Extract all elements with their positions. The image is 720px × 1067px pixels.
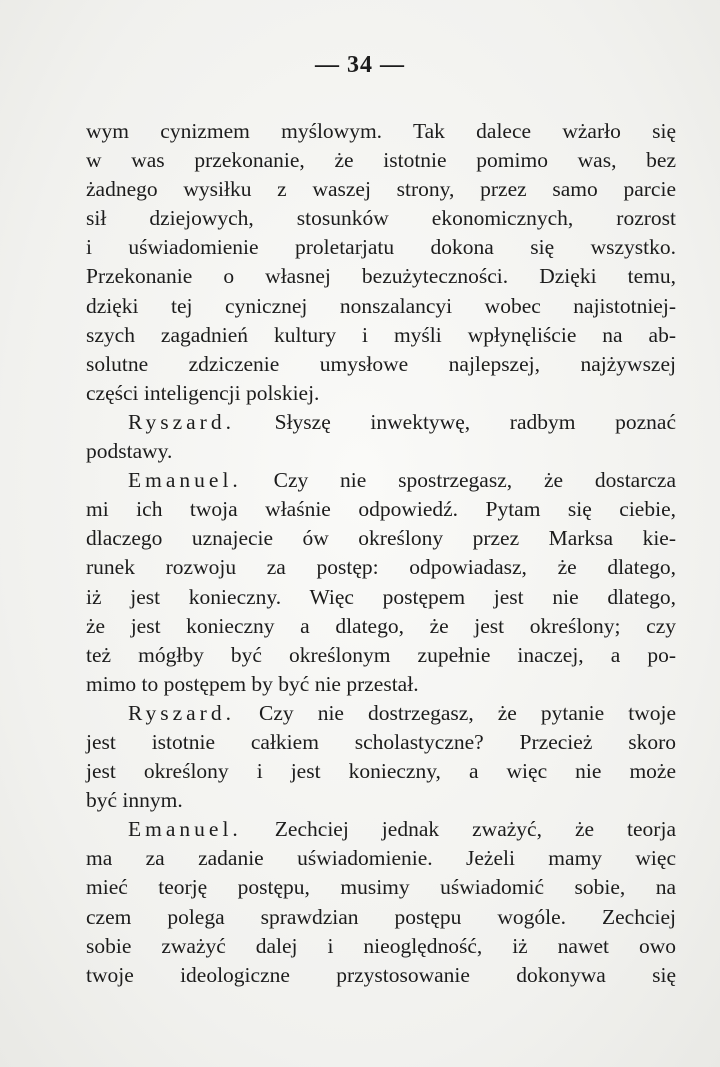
text-line: szych zagadnień kultury i myśli wpłynęliście na ab- [86,322,676,347]
text-line: solutne zdziczenie umysłowe najlepszej, najżywszej [86,351,676,376]
text-line: w was przekonanie, że istotnie pomimo was, bez [86,148,676,173]
text-line: czem polega sprawdzian postępu wogóle. Zechciej [86,904,676,929]
text-line: mimo to postępem by być nie przestał. [86,671,419,696]
text-line: dlaczego uznajecie ów określony przez Marksa kie- [86,526,676,551]
body-text [86,117,676,990]
speaker-name: Emanuel. [128,468,242,493]
text-line: podstawy. [86,439,173,464]
dialogue-text: Czy nie dostrzegasz, że pytanie twoje [234,700,676,725]
text-line: żadnego wysiłku z waszej strony, przez samo parcie [86,177,676,202]
dialogue-line [86,466,676,495]
dialogue-line [86,408,676,437]
dialogue-line [86,815,676,844]
text-line: być innym. [86,788,183,813]
text-line: że jest konieczny a dlatego, że jest określony; czy [86,613,676,638]
text-line: wym cynizmem myślowym. Tak dalece wżarło się [86,119,676,143]
text-line: iż jest konieczny. Więc postępem jest nie dlatego, [86,584,676,609]
text-line: sił dziejowych, stosunków ekonomicznych, rozrost [86,206,676,231]
page-number: — 34 — [315,52,405,78]
speaker-name: Ryszard. [128,700,235,725]
text-line: mi ich twoja właśnie odpowiedź. Pytam się ciebie, [86,497,676,522]
text-line: twoje ideologiczne przystosowanie dokonywa się [86,962,676,987]
dialogue-text: Zechciej jednak zważyć, że teorja [241,817,676,842]
text-line: mieć teorję postępu, musimy uświadomić sobie, na [86,875,676,900]
text-line: jest określony i jest konieczny, a więc nie może [86,759,676,784]
text-line: i uświadomienie proletarjatu dokona się wszystko. [86,235,676,260]
dialogue-text: Czy nie spostrzegasz, że dostarcza [241,468,676,493]
speaker-name: Emanuel. [128,817,242,842]
text-line: jest istotnie całkiem scholastyczne? Przecież skoro [86,729,676,754]
text-line: też mógłby być określonym zupełnie inaczej, a po- [86,642,676,667]
speaker-name: Ryszard. [128,409,235,434]
text-line: runek rozwoju za postęp: odpowiadasz, że dlatego, [86,555,676,580]
text-line: Przekonanie o własnej bezużyteczności. Dzięki temu, [86,264,676,289]
dialogue-text: Słyszę inwektywę, radbym poznać [234,409,676,434]
text-line: ma za zadanie uświadomienie. Jeżeli mamy więc [86,846,676,871]
text-line: sobie zważyć dalej i nieoględność, iż nawet owo [86,933,676,958]
text-line: części inteligencji polskiej. [86,380,320,405]
dialogue-line [86,699,676,728]
text-line: dzięki tej cynicznej nonszalancyi wobec najistotniej- [86,293,676,318]
